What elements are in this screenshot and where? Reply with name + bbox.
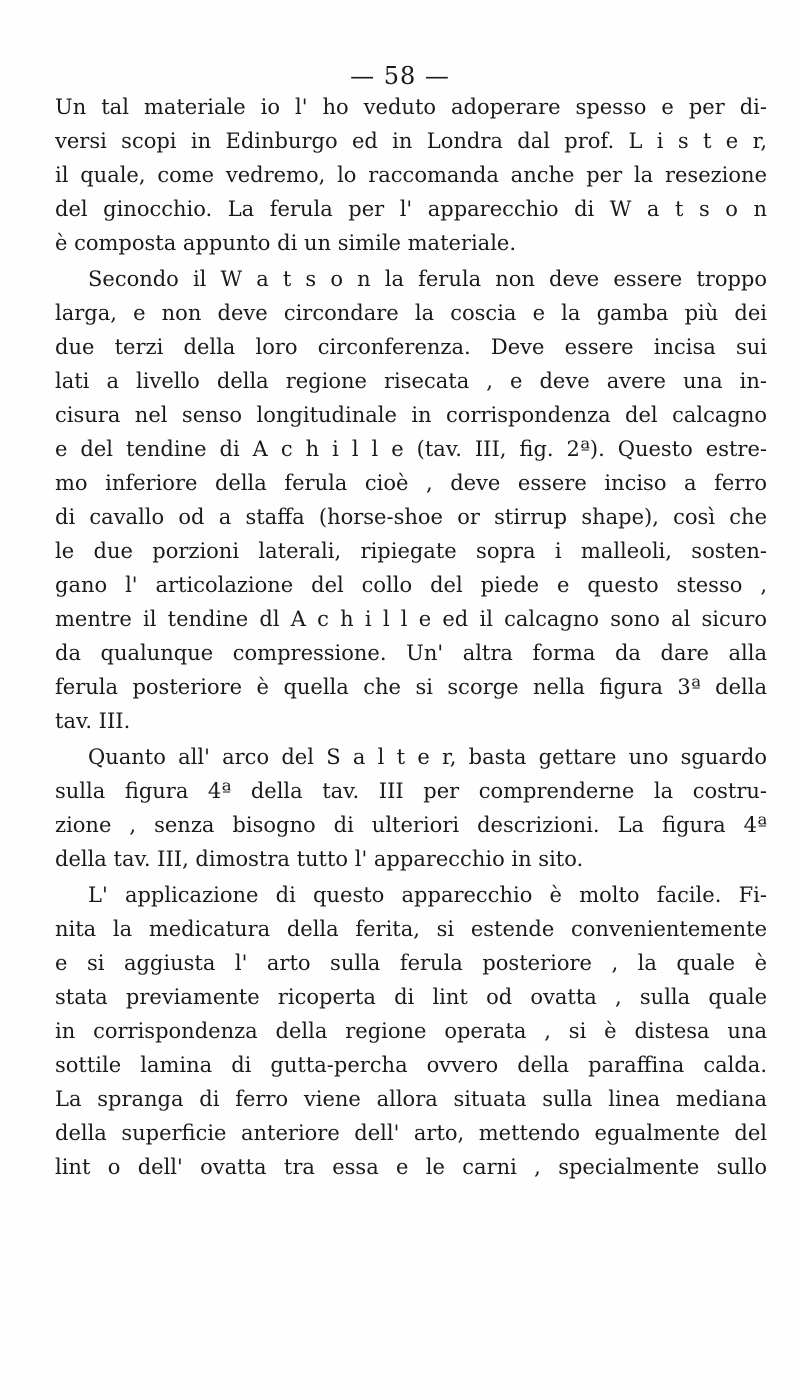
text-line: L' applicazione di questo apparecchio è molto facile. Fi- — [88, 883, 767, 907]
text-line: mentre il tendine dl A c h i l l e ed il calcagno sono al sicuro — [55, 607, 767, 631]
text-line: larga, e non deve circondare la coscia e la gamba più dei — [55, 301, 767, 325]
text-line: sulla figura 4ª della tav. III per comprenderne la costru- — [55, 779, 767, 803]
text-line: sottile lamina di gutta-percha ovvero della paraffina calda. — [55, 1053, 767, 1077]
text-line: e si aggiusta l' arto sulla ferula posteriore , la quale è — [55, 951, 767, 975]
text-line: il quale, come vedremo, lo raccomanda anche per la resezione — [55, 163, 767, 187]
text-line: Un tal materiale io l' ho veduto adoperare spesso e per di- — [55, 95, 767, 119]
text-line: è composta appunto di un simile materiale. — [55, 231, 517, 255]
text-line: zione , senza bisogno di ulteriori descrizioni. La figura 4ª — [55, 813, 767, 837]
text-line: versi scopi in Edinburgo ed in Londra dal prof. L i s t e r, — [55, 129, 767, 153]
text-line: della superficie anteriore dell' arto, mettendo egualmente del — [55, 1121, 767, 1145]
text-line: stata previamente ricoperta di lint od ovatta , sulla quale — [55, 985, 767, 1009]
text-line: in corrispondenza della regione operata , si è distesa una — [55, 1019, 767, 1043]
text-line: nita la medicatura della ferita, si estende convenientemente — [55, 917, 767, 941]
text-line: della tav. III, dimostra tutto l' apparecchio in sito. — [55, 847, 584, 871]
text-line: del ginocchio. La ferula per l' apparecchio di W a t s o n — [55, 197, 767, 221]
text-line: e del tendine di A c h i l l e (tav. III, fig. 2ª). Questo estre- — [55, 437, 767, 461]
text-line: Secondo il W a t s o n la ferula non deve essere troppo — [88, 267, 767, 291]
text-line: le due porzioni laterali, ripiegate sopra i malleoli, sosten- — [55, 539, 767, 563]
text-line: di cavallo od a staffa (horse-shoe or stirrup shape), così che — [55, 505, 767, 529]
text-line: mo inferiore della ferula cioè , deve essere inciso a ferro — [55, 471, 767, 495]
text-line: La spranga di ferro viene allora situata sulla linea mediana — [55, 1087, 767, 1111]
text-line: lint o dell' ovatta tra essa e le carni , specialmente sullo — [55, 1155, 767, 1179]
text-line: Quanto all' arco del S a l t e r, basta gettare uno sguardo — [88, 745, 767, 769]
text-line: cisura nel senso longitudinale in corrispondenza del calcagno — [55, 403, 767, 427]
text-line: lati a livello della regione risecata , e deve avere una in- — [55, 369, 767, 393]
page-number: — 58 — — [350, 62, 450, 90]
text-line: tav. III. — [55, 709, 131, 733]
text-line: due terzi della loro circonferenza. Deve essere incisa sui — [55, 335, 767, 359]
text-line: ferula posteriore è quella che si scorge nella figura 3ª della — [55, 675, 767, 699]
text-line: gano l' articolazione del collo del piede e questo stesso , — [55, 573, 767, 597]
text-line: da qualunque compressione. Un' altra forma da dare alla — [55, 641, 767, 665]
